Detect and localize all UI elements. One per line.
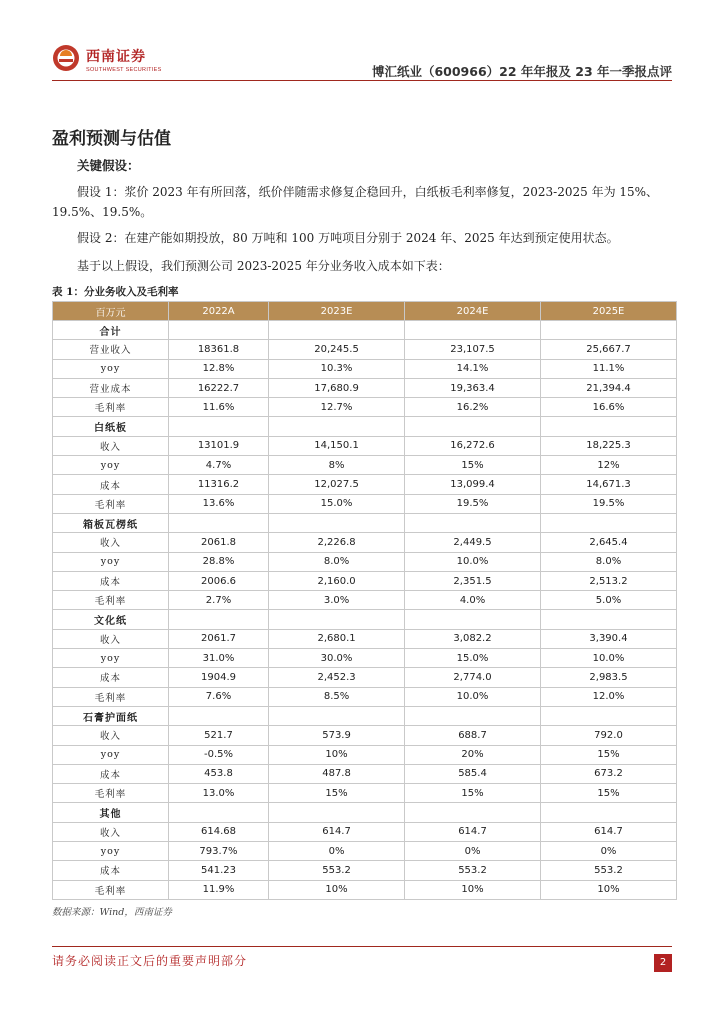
table-header-cell: 百万元 — [53, 302, 169, 321]
page-header — [0, 0, 724, 82]
table-header-cell: 2025E — [541, 302, 677, 321]
table-empty-cell — [405, 513, 541, 532]
table-cell: 3,082.2 — [405, 629, 541, 648]
table-cell: 10% — [405, 880, 541, 899]
southwest-securities-logo-icon — [52, 44, 80, 72]
table-row — [53, 822, 677, 841]
assumption-1-paragraph: 假设 1：浆价 2023 年有所回落，纸价伴随需求修复企稳回升，白纸板毛利率修复，2023-2025 年为 15%、19.5%、19.5%。 — [52, 185, 659, 219]
table-cell: 16.2% — [405, 398, 541, 417]
table-cell: 25,667.7 — [541, 340, 677, 359]
table-row — [53, 880, 677, 899]
table-empty-cell — [405, 417, 541, 436]
table-empty-cell — [269, 610, 405, 629]
table-cell: 10.0% — [405, 687, 541, 706]
table-cell: 8% — [269, 456, 405, 475]
table-cell: 10% — [269, 745, 405, 764]
table-row — [53, 552, 677, 571]
table-empty-cell — [168, 803, 268, 822]
table-cell: 2,351.5 — [405, 571, 541, 590]
table-cell: 12.0% — [541, 687, 677, 706]
table-cell: 16222.7 — [168, 378, 268, 397]
table-row-label: 成本 — [53, 668, 169, 687]
table-cell: 614.7 — [541, 822, 677, 841]
table-caption: 表 1：分业务收入及毛利率 — [52, 286, 179, 298]
table-cell: 553.2 — [405, 861, 541, 880]
table-cell: 10.0% — [405, 552, 541, 571]
header-divider — [52, 80, 672, 81]
brand-name-en: SOUTHWEST SECURITIES — [86, 67, 162, 73]
footer-divider — [52, 946, 672, 947]
table-row — [53, 533, 677, 552]
table-cell: 14,150.1 — [269, 436, 405, 455]
table-cell: 19.5% — [405, 494, 541, 513]
table-cell: 2061.7 — [168, 629, 268, 648]
table-row-label: 收入 — [53, 533, 169, 552]
table-empty-cell — [269, 417, 405, 436]
table-cell: 12.7% — [269, 398, 405, 417]
table-cell: 2,452.3 — [269, 668, 405, 687]
table-cell: 585.4 — [405, 764, 541, 783]
table-cell: 15% — [269, 784, 405, 803]
report-title: 博汇纸业（600966）22 年年报及 23 年一季报点评 — [371, 64, 672, 79]
table-cell: 19,363.4 — [405, 378, 541, 397]
table-group-row — [53, 610, 677, 629]
table-group-row — [53, 706, 677, 725]
table-cell: 10% — [269, 880, 405, 899]
table-row-label: 毛利率 — [53, 494, 169, 513]
table-cell: 12,027.5 — [269, 475, 405, 494]
table-row-label: 收入 — [53, 436, 169, 455]
table-cell: 18,225.3 — [541, 436, 677, 455]
table-cell: 1904.9 — [168, 668, 268, 687]
table-empty-cell — [168, 513, 268, 532]
table-cell: 673.2 — [541, 764, 677, 783]
table-cell: 20% — [405, 745, 541, 764]
table-empty-cell — [168, 321, 268, 340]
table-row — [53, 378, 677, 397]
table-row — [53, 571, 677, 590]
table-empty-cell — [168, 417, 268, 436]
table-cell: 8.0% — [269, 552, 405, 571]
table-row-label: yoy — [53, 456, 169, 475]
table-empty-cell — [541, 513, 677, 532]
table-row — [53, 726, 677, 745]
table-cell: 3.0% — [269, 591, 405, 610]
table-cell: 31.0% — [168, 649, 268, 668]
table-cell: 10% — [541, 880, 677, 899]
table-cell: 8.0% — [541, 552, 677, 571]
table-group-label: 合计 — [53, 321, 169, 340]
table-cell: 16.6% — [541, 398, 677, 417]
table-group-row — [53, 417, 677, 436]
table-cell: 11.9% — [168, 880, 268, 899]
table-row-label: 成本 — [53, 764, 169, 783]
table-cell: 792.0 — [541, 726, 677, 745]
table-row-label: 收入 — [53, 822, 169, 841]
table-cell: 21,394.4 — [541, 378, 677, 397]
table-group-label: 石膏护面纸 — [53, 706, 169, 725]
table-empty-cell — [541, 321, 677, 340]
table-cell: 20,245.5 — [269, 340, 405, 359]
footer-disclaimer: 请务必阅读正文后的重要声明部分 — [52, 954, 248, 968]
table-cell: 2006.6 — [168, 571, 268, 590]
table-group-label: 白纸板 — [53, 417, 169, 436]
assumption-2-paragraph: 假设 2：在建产能如期投放，80 万吨和 100 万吨项目分别于 2024 年、2025 年达到预定使用状态。 — [77, 231, 619, 245]
table-row — [53, 456, 677, 475]
table-header — [53, 302, 677, 321]
table-row — [53, 687, 677, 706]
data-source-note: 数据来源：Wind，西南证券 — [52, 907, 172, 918]
table-row — [53, 591, 677, 610]
table-cell: 573.9 — [269, 726, 405, 745]
table-cell: 688.7 — [405, 726, 541, 745]
table-row-label: yoy — [53, 649, 169, 668]
brand-name — [86, 46, 162, 73]
key-assumptions-heading: 关键假设： — [77, 158, 140, 173]
table-row-label: 成本 — [53, 475, 169, 494]
page-number: 2 — [654, 954, 672, 972]
table-cell: 2,160.0 — [269, 571, 405, 590]
table-cell: 23,107.5 — [405, 340, 541, 359]
table-row-label: yoy — [53, 842, 169, 861]
table-row — [53, 629, 677, 648]
table-group-label: 文化纸 — [53, 610, 169, 629]
table-empty-cell — [541, 803, 677, 822]
section-title: 盈利预测与估值 — [52, 129, 171, 149]
table-empty-cell — [269, 321, 405, 340]
table-cell: 793.7% — [168, 842, 268, 861]
table-row-label: yoy — [53, 359, 169, 378]
forecast-intro-paragraph: 基于以上假设，我们预测公司 2023-2025 年分业务收入成本如下表： — [77, 259, 450, 273]
table-row — [53, 842, 677, 861]
table-cell: 4.0% — [405, 591, 541, 610]
table-cell: 2,680.1 — [269, 629, 405, 648]
table-row — [53, 745, 677, 764]
table-row-label: 毛利率 — [53, 398, 169, 417]
table-cell: 14,671.3 — [541, 475, 677, 494]
table-row-label: 成本 — [53, 571, 169, 590]
table-cell: 10.0% — [541, 649, 677, 668]
table-row — [53, 340, 677, 359]
table-cell: 17,680.9 — [269, 378, 405, 397]
table-empty-cell — [269, 513, 405, 532]
table-header-cell: 2022A — [168, 302, 268, 321]
table-cell: 4.7% — [168, 456, 268, 475]
table-cell: 0% — [269, 842, 405, 861]
table-cell: 3,390.4 — [541, 629, 677, 648]
table-row — [53, 359, 677, 378]
table-cell: 2,774.0 — [405, 668, 541, 687]
table-row — [53, 436, 677, 455]
table-row-label: yoy — [53, 745, 169, 764]
table-empty-cell — [405, 321, 541, 340]
segment-revenue-table — [52, 301, 677, 900]
table-empty-cell — [269, 803, 405, 822]
table-row — [53, 668, 677, 687]
table-row-label: 毛利率 — [53, 591, 169, 610]
table-cell: 10.3% — [269, 359, 405, 378]
table-cell: 19.5% — [541, 494, 677, 513]
table-cell: 0% — [405, 842, 541, 861]
table-cell: 2061.8 — [168, 533, 268, 552]
table-cell: -0.5% — [168, 745, 268, 764]
table-cell: 13,099.4 — [405, 475, 541, 494]
table-cell: 487.8 — [269, 764, 405, 783]
table-cell: 28.8% — [168, 552, 268, 571]
table-empty-cell — [541, 610, 677, 629]
table-cell: 13.0% — [168, 784, 268, 803]
table-cell: 13101.9 — [168, 436, 268, 455]
table-empty-cell — [168, 706, 268, 725]
table-cell: 2,645.4 — [541, 533, 677, 552]
table-group-label: 箱板瓦楞纸 — [53, 513, 169, 532]
table-cell: 11316.2 — [168, 475, 268, 494]
table-row-label: 营业收入 — [53, 340, 169, 359]
table-row — [53, 475, 677, 494]
table-header-row — [53, 302, 677, 321]
table-empty-cell — [405, 803, 541, 822]
table-empty-cell — [269, 706, 405, 725]
table-row — [53, 649, 677, 668]
table-cell: 30.0% — [269, 649, 405, 668]
table-row-label: 毛利率 — [53, 880, 169, 899]
table-cell: 453.8 — [168, 764, 268, 783]
table-empty-cell — [168, 610, 268, 629]
table-cell: 0% — [541, 842, 677, 861]
table-cell: 12.8% — [168, 359, 268, 378]
table-cell: 614.7 — [269, 822, 405, 841]
table-row-label: 毛利率 — [53, 687, 169, 706]
table-cell: 15.0% — [269, 494, 405, 513]
table-body — [53, 321, 677, 900]
table-row — [53, 494, 677, 513]
table-cell: 7.6% — [168, 687, 268, 706]
table-header-cell: 2023E — [269, 302, 405, 321]
table-cell: 15.0% — [405, 649, 541, 668]
table-cell: 2,226.8 — [269, 533, 405, 552]
table-cell: 14.1% — [405, 359, 541, 378]
table-cell: 12% — [541, 456, 677, 475]
table-empty-cell — [541, 417, 677, 436]
table-row-label: 毛利率 — [53, 784, 169, 803]
table-group-row — [53, 803, 677, 822]
table-cell: 15% — [541, 784, 677, 803]
table-cell: 18361.8 — [168, 340, 268, 359]
table-cell: 15% — [541, 745, 677, 764]
table-empty-cell — [405, 706, 541, 725]
table-group-row — [53, 513, 677, 532]
table-cell: 614.7 — [405, 822, 541, 841]
table-cell: 614.68 — [168, 822, 268, 841]
table-cell: 541.23 — [168, 861, 268, 880]
table-row — [53, 398, 677, 417]
table-cell: 2,513.2 — [541, 571, 677, 590]
table-empty-cell — [405, 610, 541, 629]
table-row-label: 收入 — [53, 726, 169, 745]
table-row-label: 收入 — [53, 629, 169, 648]
table-row-label: yoy — [53, 552, 169, 571]
table-cell: 13.6% — [168, 494, 268, 513]
table-cell: 16,272.6 — [405, 436, 541, 455]
table-cell: 11.1% — [541, 359, 677, 378]
table-header-cell: 2024E — [405, 302, 541, 321]
table-cell: 11.6% — [168, 398, 268, 417]
table-row — [53, 784, 677, 803]
table-row-label: 成本 — [53, 861, 169, 880]
table-row — [53, 861, 677, 880]
table-cell: 15% — [405, 784, 541, 803]
table-group-row — [53, 321, 677, 340]
table-cell: 8.5% — [269, 687, 405, 706]
table-group-label: 其他 — [53, 803, 169, 822]
table-row — [53, 764, 677, 783]
table-cell: 15% — [405, 456, 541, 475]
table-cell: 2,449.5 — [405, 533, 541, 552]
table-cell: 521.7 — [168, 726, 268, 745]
table-row-label: 营业成本 — [53, 378, 169, 397]
table-cell: 2.7% — [168, 591, 268, 610]
table-cell: 2,983.5 — [541, 668, 677, 687]
brand-name-cn: 西南证券 — [86, 49, 146, 65]
table-cell: 553.2 — [269, 861, 405, 880]
table-empty-cell — [541, 706, 677, 725]
table-cell: 5.0% — [541, 591, 677, 610]
table-cell: 553.2 — [541, 861, 677, 880]
